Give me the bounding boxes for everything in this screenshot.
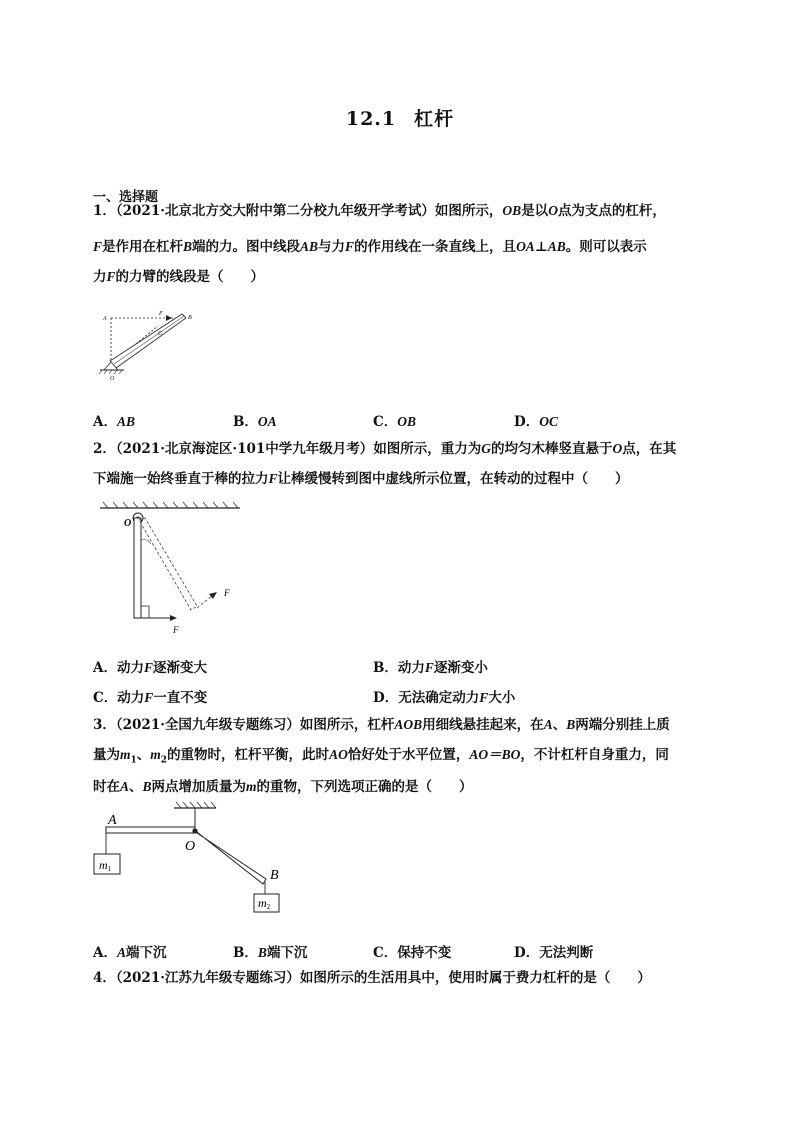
q2-option-d[interactable]: D．无法确定动力F大小 — [373, 690, 516, 706]
q1-fig-label-f: F — [159, 311, 163, 317]
q1-option-b[interactable]: B．OA — [233, 414, 277, 430]
q3-fig-label-o: O — [185, 839, 196, 854]
q1-line-1: 1．（2021·北京北方交大附中第二分校九年级开学考试）如图所示，OB是以O点为支点的杠杆， — [93, 203, 666, 219]
q2-fig-label-o: O — [124, 518, 132, 529]
q2-fig-label-f-dashed: F — [224, 588, 230, 598]
q1-line-3: 力F的力臂的线段是（ ） — [93, 269, 265, 285]
q3-option-d[interactable]: D．无法判断 — [514, 945, 594, 961]
q2-fig-label-f: F — [173, 625, 179, 635]
section-heading: 一、选择题 — [93, 190, 159, 205]
q2-option-a[interactable]: A．动力F逐渐变大 — [93, 660, 207, 676]
q3-line-3: 时在A、B两点增加质量为m的重物，下列选项正确的是（ ） — [93, 779, 473, 795]
q1-fig-label-b: B — [188, 315, 192, 321]
q1-line-2: F是作用在杠杆B端的力。图中线段AB与力F的作用线在一条直线上，且OA⊥AB。则可以表示 — [93, 239, 647, 255]
q2-option-c[interactable]: C．动力F一直不变 — [93, 690, 208, 706]
page-title: 12.1 杠杆 — [345, 108, 455, 130]
q1-option-d[interactable]: D．OC — [514, 414, 558, 430]
q1-fig-label-a: A — [103, 316, 107, 322]
q3-fig-label-a: A — [108, 813, 117, 828]
q3-fig-label-b: B — [270, 868, 279, 883]
q1-option-c[interactable]: C．OB — [373, 414, 417, 430]
q3-line-1: 3．（2021·全国九年级专题练习）如图所示，杠杆AOB用细线悬挂起来，在A、B两端分别挂上质 — [93, 717, 670, 733]
q3-line-2: 量为$m_1$、$m_2$的重物时，杠杆平衡，此时AO恰好处于水平位置，AO＝BO，不计杠杆自身重力，同 — [93, 747, 669, 766]
q3-option-a[interactable]: A．A端下沉 — [93, 945, 167, 961]
q2-rod-figure — [95, 500, 245, 638]
q3-option-c[interactable]: C．保持不变 — [373, 945, 452, 961]
q1-option-a[interactable]: A．AB — [93, 414, 135, 430]
q3-lever-figure — [90, 798, 300, 918]
q3-fig-label-m2: m2 — [258, 896, 271, 911]
q3-fig-label-m1: m1 — [99, 858, 112, 873]
q4-line-1: 4．（2021·江苏九年级专题练习）如图所示的生活用具中，使用时属于费力杠杆的是（ ） — [93, 970, 651, 986]
q1-lever-figure — [98, 306, 198, 382]
q3-option-b[interactable]: B．B端下沉 — [233, 945, 308, 961]
q1-fig-label-c: C — [158, 331, 163, 337]
q2-option-b[interactable]: B．动力F逐渐变小 — [373, 660, 488, 676]
q2-line-2: 下端施一始终垂直于棒的拉力F让棒缓慢转到图中虚线所示位置，在转动的过程中（ ） — [93, 471, 629, 487]
q1-fig-label-o: O — [110, 376, 115, 382]
q2-line-1: 2．（2021·北京海淀区·101中学九年级月考）如图所示，重力为G的均匀木棒竖直悬于O点，在其 — [93, 441, 677, 457]
